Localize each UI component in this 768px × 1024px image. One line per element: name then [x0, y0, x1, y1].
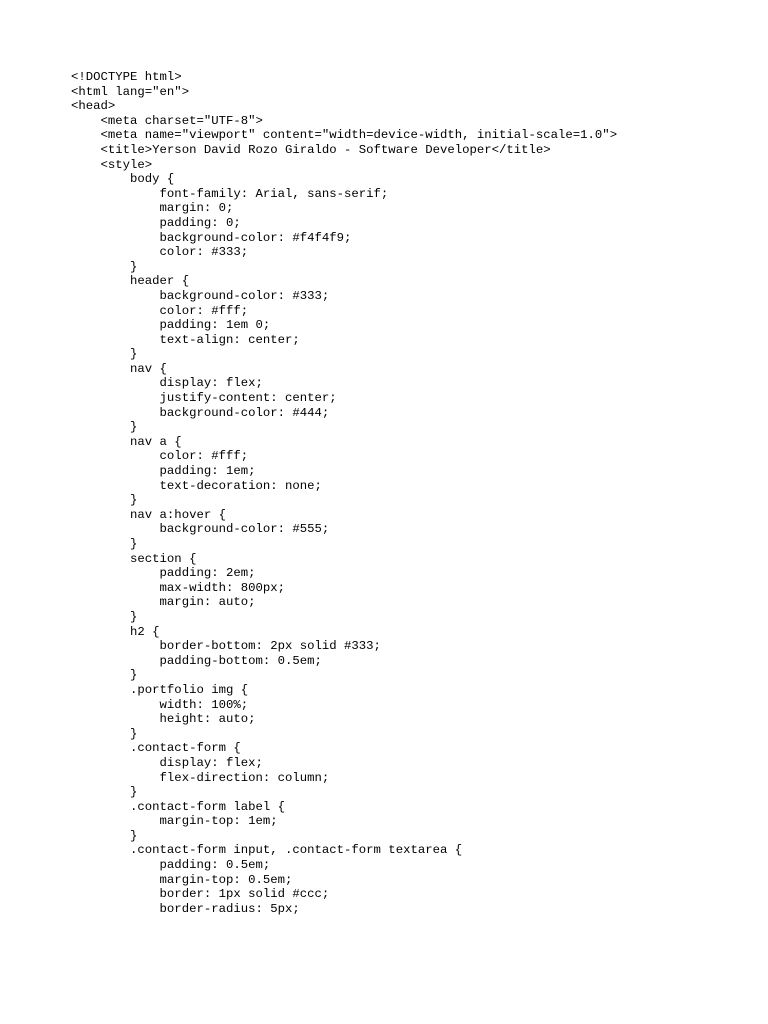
- code-line: <meta charset="UTF-8">: [71, 113, 263, 128]
- code-line: <html lang="en">: [71, 84, 190, 99]
- code-line: body {: [71, 172, 175, 187]
- code-document: [71, 70, 751, 916]
- code-line: padding: 1em;: [71, 464, 256, 479]
- code-line: section {: [71, 551, 197, 566]
- code-line: color: #fff;: [71, 449, 249, 464]
- code-line: }: [71, 259, 138, 274]
- code-line: border: 1px solid #ccc;: [71, 887, 330, 902]
- code-line: header {: [71, 274, 190, 289]
- code-line: .portfolio img {: [71, 682, 249, 697]
- code-line: h2 {: [71, 624, 160, 639]
- code-line: background-color: #555;: [71, 522, 330, 537]
- code-line: .contact-form label {: [71, 799, 286, 814]
- code-line: margin-top: 1em;: [71, 814, 278, 829]
- code-line: color: #fff;: [71, 303, 249, 318]
- code-line: padding: 2em;: [71, 566, 256, 581]
- code-line: width: 100%;: [71, 697, 249, 712]
- code-line: justify-content: center;: [71, 391, 337, 406]
- code-line: }: [71, 609, 138, 624]
- code-line: padding: 1em 0;: [71, 318, 271, 333]
- code-line: max-width: 800px;: [71, 580, 286, 595]
- code-line: }: [71, 347, 138, 362]
- code-line: }: [71, 493, 138, 508]
- code-line: }: [71, 785, 138, 800]
- code-line: text-align: center;: [71, 332, 300, 347]
- code-line: height: auto;: [71, 712, 256, 727]
- code-line: display: flex;: [71, 755, 263, 770]
- code-line: <!DOCTYPE html>: [71, 70, 182, 84]
- code-line: text-decoration: none;: [71, 478, 322, 493]
- code-line: nav a:hover {: [71, 507, 226, 522]
- code-line: margin: 0;: [71, 201, 234, 216]
- code-line: <meta name="viewport" content="width=device-width, initial-scale=1.0">: [71, 128, 618, 143]
- code-line: <head>: [71, 99, 116, 114]
- code-line: display: flex;: [71, 376, 263, 391]
- code-line: flex-direction: column;: [71, 770, 330, 785]
- code-line: nav {: [71, 361, 167, 376]
- code-line: margin-top: 0.5em;: [71, 872, 293, 887]
- code-line: font-family: Arial, sans-serif;: [71, 186, 389, 201]
- code-line: <style>: [71, 157, 153, 172]
- code-line: }: [71, 828, 138, 843]
- code-line: }: [71, 537, 138, 551]
- code-line: background-color: #f4f4f9;: [71, 230, 352, 245]
- code-line: background-color: #333;: [71, 288, 330, 303]
- code-line: }: [71, 668, 138, 683]
- code-line: border-bottom: 2px solid #333;: [71, 639, 381, 654]
- code-line: <title>Yerson David Rozo Giraldo - Software Developer</title>: [71, 142, 551, 157]
- code-line: }: [71, 420, 138, 435]
- code-line: padding: 0;: [71, 215, 241, 230]
- code-line: background-color: #444;: [71, 405, 330, 420]
- code-line: border-radius: 5px;: [71, 901, 300, 916]
- code-line: margin: auto;: [71, 595, 256, 610]
- code-line: padding-bottom: 0.5em;: [71, 653, 322, 668]
- code-line: padding: 0.5em;: [71, 858, 271, 873]
- code-line: nav a {: [71, 434, 182, 449]
- code-line: }: [71, 726, 138, 741]
- code-line: .contact-form {: [71, 741, 241, 756]
- code-line: .contact-form input, .contact-form textarea {: [71, 843, 463, 858]
- code-line: color: #333;: [71, 245, 249, 260]
